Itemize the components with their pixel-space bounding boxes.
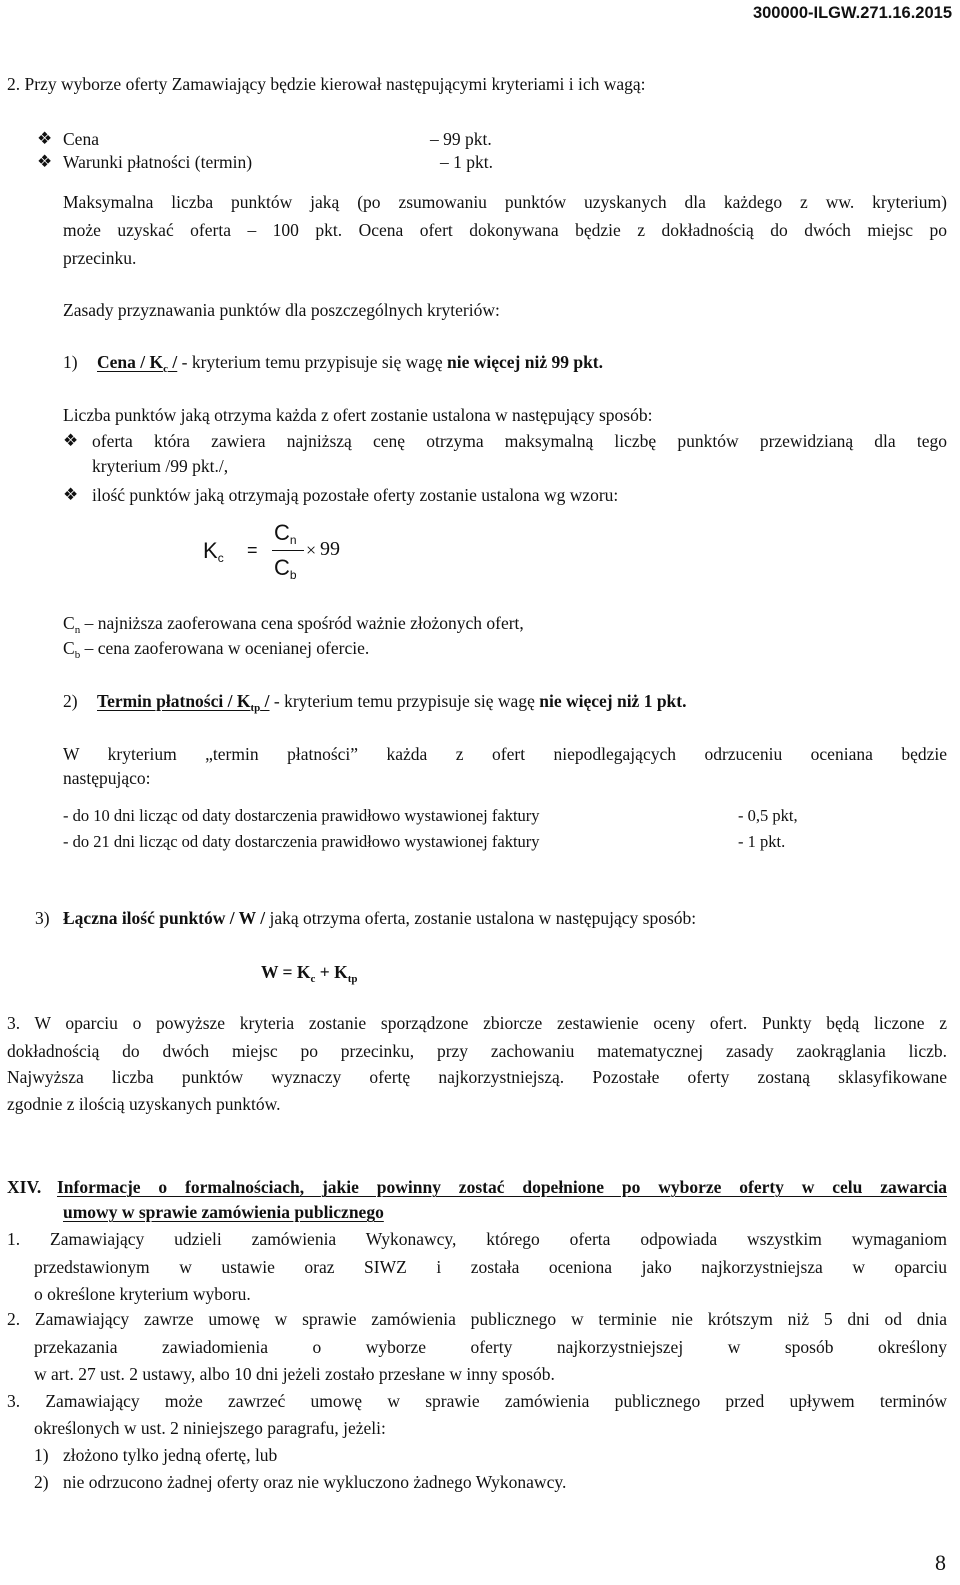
formula-times: ×: [306, 540, 317, 560]
formula-lhs: $K_c$: [203, 538, 224, 565]
criterion-2-title: Termin płatności / K: [97, 691, 251, 711]
xiv-list-text: nie odrzucono żadnej oferty oraz nie wykluczono żadnego Wykonawcy.: [63, 1472, 567, 1492]
total-formula: $W = K_c + K_{tp}$: [261, 962, 358, 985]
xiv-paragraph: w art. 27 ust. 2 ustawy, albo 10 dni jeżeli zostało przesłane w inny sposób.: [34, 1364, 555, 1384]
diamond-bullet-icon: ❖: [37, 129, 53, 148]
section-xiv-number: XIV.: [7, 1177, 42, 1197]
score-formula: [200, 520, 370, 592]
xiv-list-number: 1): [34, 1445, 49, 1465]
formula-equals: =: [247, 540, 258, 560]
section-3-line: zgodnie z ilością uzyskanych punktów.: [7, 1094, 281, 1114]
xiv-paragraph: przedstawionym w ustawie oraz SIWZ i została oceniona jako najkorzystniejsza w oparciu: [34, 1257, 947, 1277]
max-points-line: Maksymalna liczba punktów jaką (po zsumowaniu punktów uzyskanych dla każdego z ww. kryterium): [63, 192, 947, 212]
legend-line: $C_b$ – cena zaoferowana w ocenianej ofercie.: [63, 638, 370, 661]
xiv-paragraph: 3. Zamawiający może zawrzeć umowę w sprawie zamówienia publicznego przed upływem terminów: [7, 1391, 947, 1411]
section-3-line: Najwyższa liczba punktów wyznaczy ofertę najkorzystniejszą. Pozostałe oferty zostaną sklasyfikowane: [7, 1067, 947, 1087]
xiv-paragraph: 2. Zamawiający zawrze umowę w sprawie zamówienia publicznego w terminie nie krótszym niż 5 dni od dnia: [7, 1309, 947, 1329]
criterion-weight: – 99 pkt.: [430, 129, 492, 149]
criterion-name: Cena: [63, 129, 99, 149]
criterion-2-max: nie więcej niż 1 pkt.: [539, 691, 687, 711]
criterion-3-title: Łączna ilość punktów / W /: [63, 908, 266, 928]
payment-term-para: następująco:: [63, 768, 151, 788]
diamond-bullet-icon: ❖: [63, 485, 79, 504]
formula-denominator: $C_b$: [274, 555, 297, 582]
criterion-2-line: Termin płatności / $K_{tp}$ / - kryterium temu przypisuje się wagę nie więcej niż 1 pkt.: [97, 691, 687, 714]
max-points-line: przecinku.: [63, 248, 137, 268]
document-id: 300000-ILGW.271.16.2015: [752, 4, 952, 22]
criterion-2-desc: - kryterium temu przypisuje się wagę: [269, 691, 540, 711]
formula-factor: 99: [320, 538, 340, 560]
points-intro: Liczba punktów jaką otrzyma każda z ofert zostanie ustalona w następujący sposób:: [63, 405, 653, 425]
criterion-1-max: nie więcej niż 99 pkt.: [446, 352, 604, 372]
payment-row-points: - 0,5 pkt,: [738, 806, 798, 825]
criterion-weight: – 1 pkt.: [440, 152, 493, 172]
xiv-list-number: 2): [34, 1472, 49, 1492]
section-3-line: 3. W oparciu o powyższe kryteria zostanie sporządzone zbiorcze zestawienie oceny ofert. Punkty będą liczone z: [7, 1013, 947, 1033]
criterion-1-line: Cena / $K_c$ / - kryterium temu przypisuje się wagę nie więcej niż 99 pkt.: [97, 352, 604, 375]
formula-numerator: $C_n$: [274, 520, 297, 547]
section-xiv-title: umowy w sprawie zamówienia publicznego: [63, 1202, 384, 1222]
fraction-bar: [272, 550, 304, 551]
payment-row-text: - do 21 dni licząc od daty dostarczenia prawidłowo wystawionej faktury: [63, 832, 540, 851]
section-xiv-title: Informacje o formalnościach, jakie powinny zostać dopełnione po wyborze oferty w celu zawarcia: [57, 1177, 947, 1197]
bullet-text: oferta która zawiera najniższą cenę otrzyma maksymalną liczbę punktów przewidzianą dla tego: [92, 431, 947, 451]
section-3-line: dokładnością do dwóch miejsc po przecinku, przy zachowaniu matematycznej zasady zaokrąglania liczb.: [7, 1041, 947, 1061]
payment-term-para: W kryterium „termin płatności” każda z ofert niepodlegających odrzuceniu oceniana będzie: [63, 744, 947, 764]
criterion-3-number: 3): [35, 908, 50, 928]
legend-line: $C_n$ – najniższa zaoferowana cena spośród ważnie złożonych ofert,: [63, 613, 524, 636]
criterion-1-number: 1): [63, 352, 78, 372]
payment-row-points: - 1 pkt.: [738, 832, 786, 851]
bullet-text: ilość punktów jaką otrzymają pozostałe oferty zostanie ustalona wg wzoru:: [92, 485, 619, 505]
criterion-3-line: [63, 907, 696, 929]
page-number: 8: [935, 1550, 946, 1575]
diamond-bullet-icon: ❖: [37, 152, 53, 171]
xiv-paragraph: przekazania zawiadomienia o wyborze oferty najkorzystniejszej w sposób określony: [34, 1337, 947, 1357]
diamond-bullet-icon: ❖: [63, 431, 79, 450]
criterion-2-number: 2): [63, 691, 78, 711]
payment-row-text: - do 10 dni licząc od daty dostarczenia prawidłowo wystawionej faktury: [63, 806, 540, 825]
xiv-paragraph: określonych w ust. 2 niniejszego paragrafu, jeżeli:: [34, 1418, 386, 1438]
xiv-paragraph: o określone kryterium wyboru.: [34, 1284, 251, 1304]
xiv-paragraph: 1. Zamawiający udzieli zamówienia Wykonawcy, którego oferta odpowiada wszystkim wymaganiom: [7, 1229, 947, 1249]
bullet-text: kryterium /99 pkt./,: [92, 456, 229, 476]
criterion-3-desc: jaką otrzyma oferta, zostanie ustalona w następujący sposób:: [265, 908, 697, 928]
criterion-1-title: Cena / K: [97, 352, 164, 372]
section-2-intro: 2. Przy wyborze oferty Zamawiający będzie kierował następującymi kryteriami i ich wagą:: [7, 74, 646, 94]
criterion-1-desc: - kryterium temu przypisuje się wagę: [177, 352, 447, 372]
rules-heading: Zasady przyznawania punktów dla poszczególnych kryteriów:: [63, 300, 500, 320]
max-points-line: może uzyskać oferta – 100 pkt. Ocena ofert dokonywana będzie z dokładnością do dwóch miejsc po: [63, 220, 947, 240]
xiv-list-text: złożono tylko jedną ofertę, lub: [63, 1445, 278, 1465]
criterion-name: Warunki płatności (termin): [63, 152, 253, 172]
